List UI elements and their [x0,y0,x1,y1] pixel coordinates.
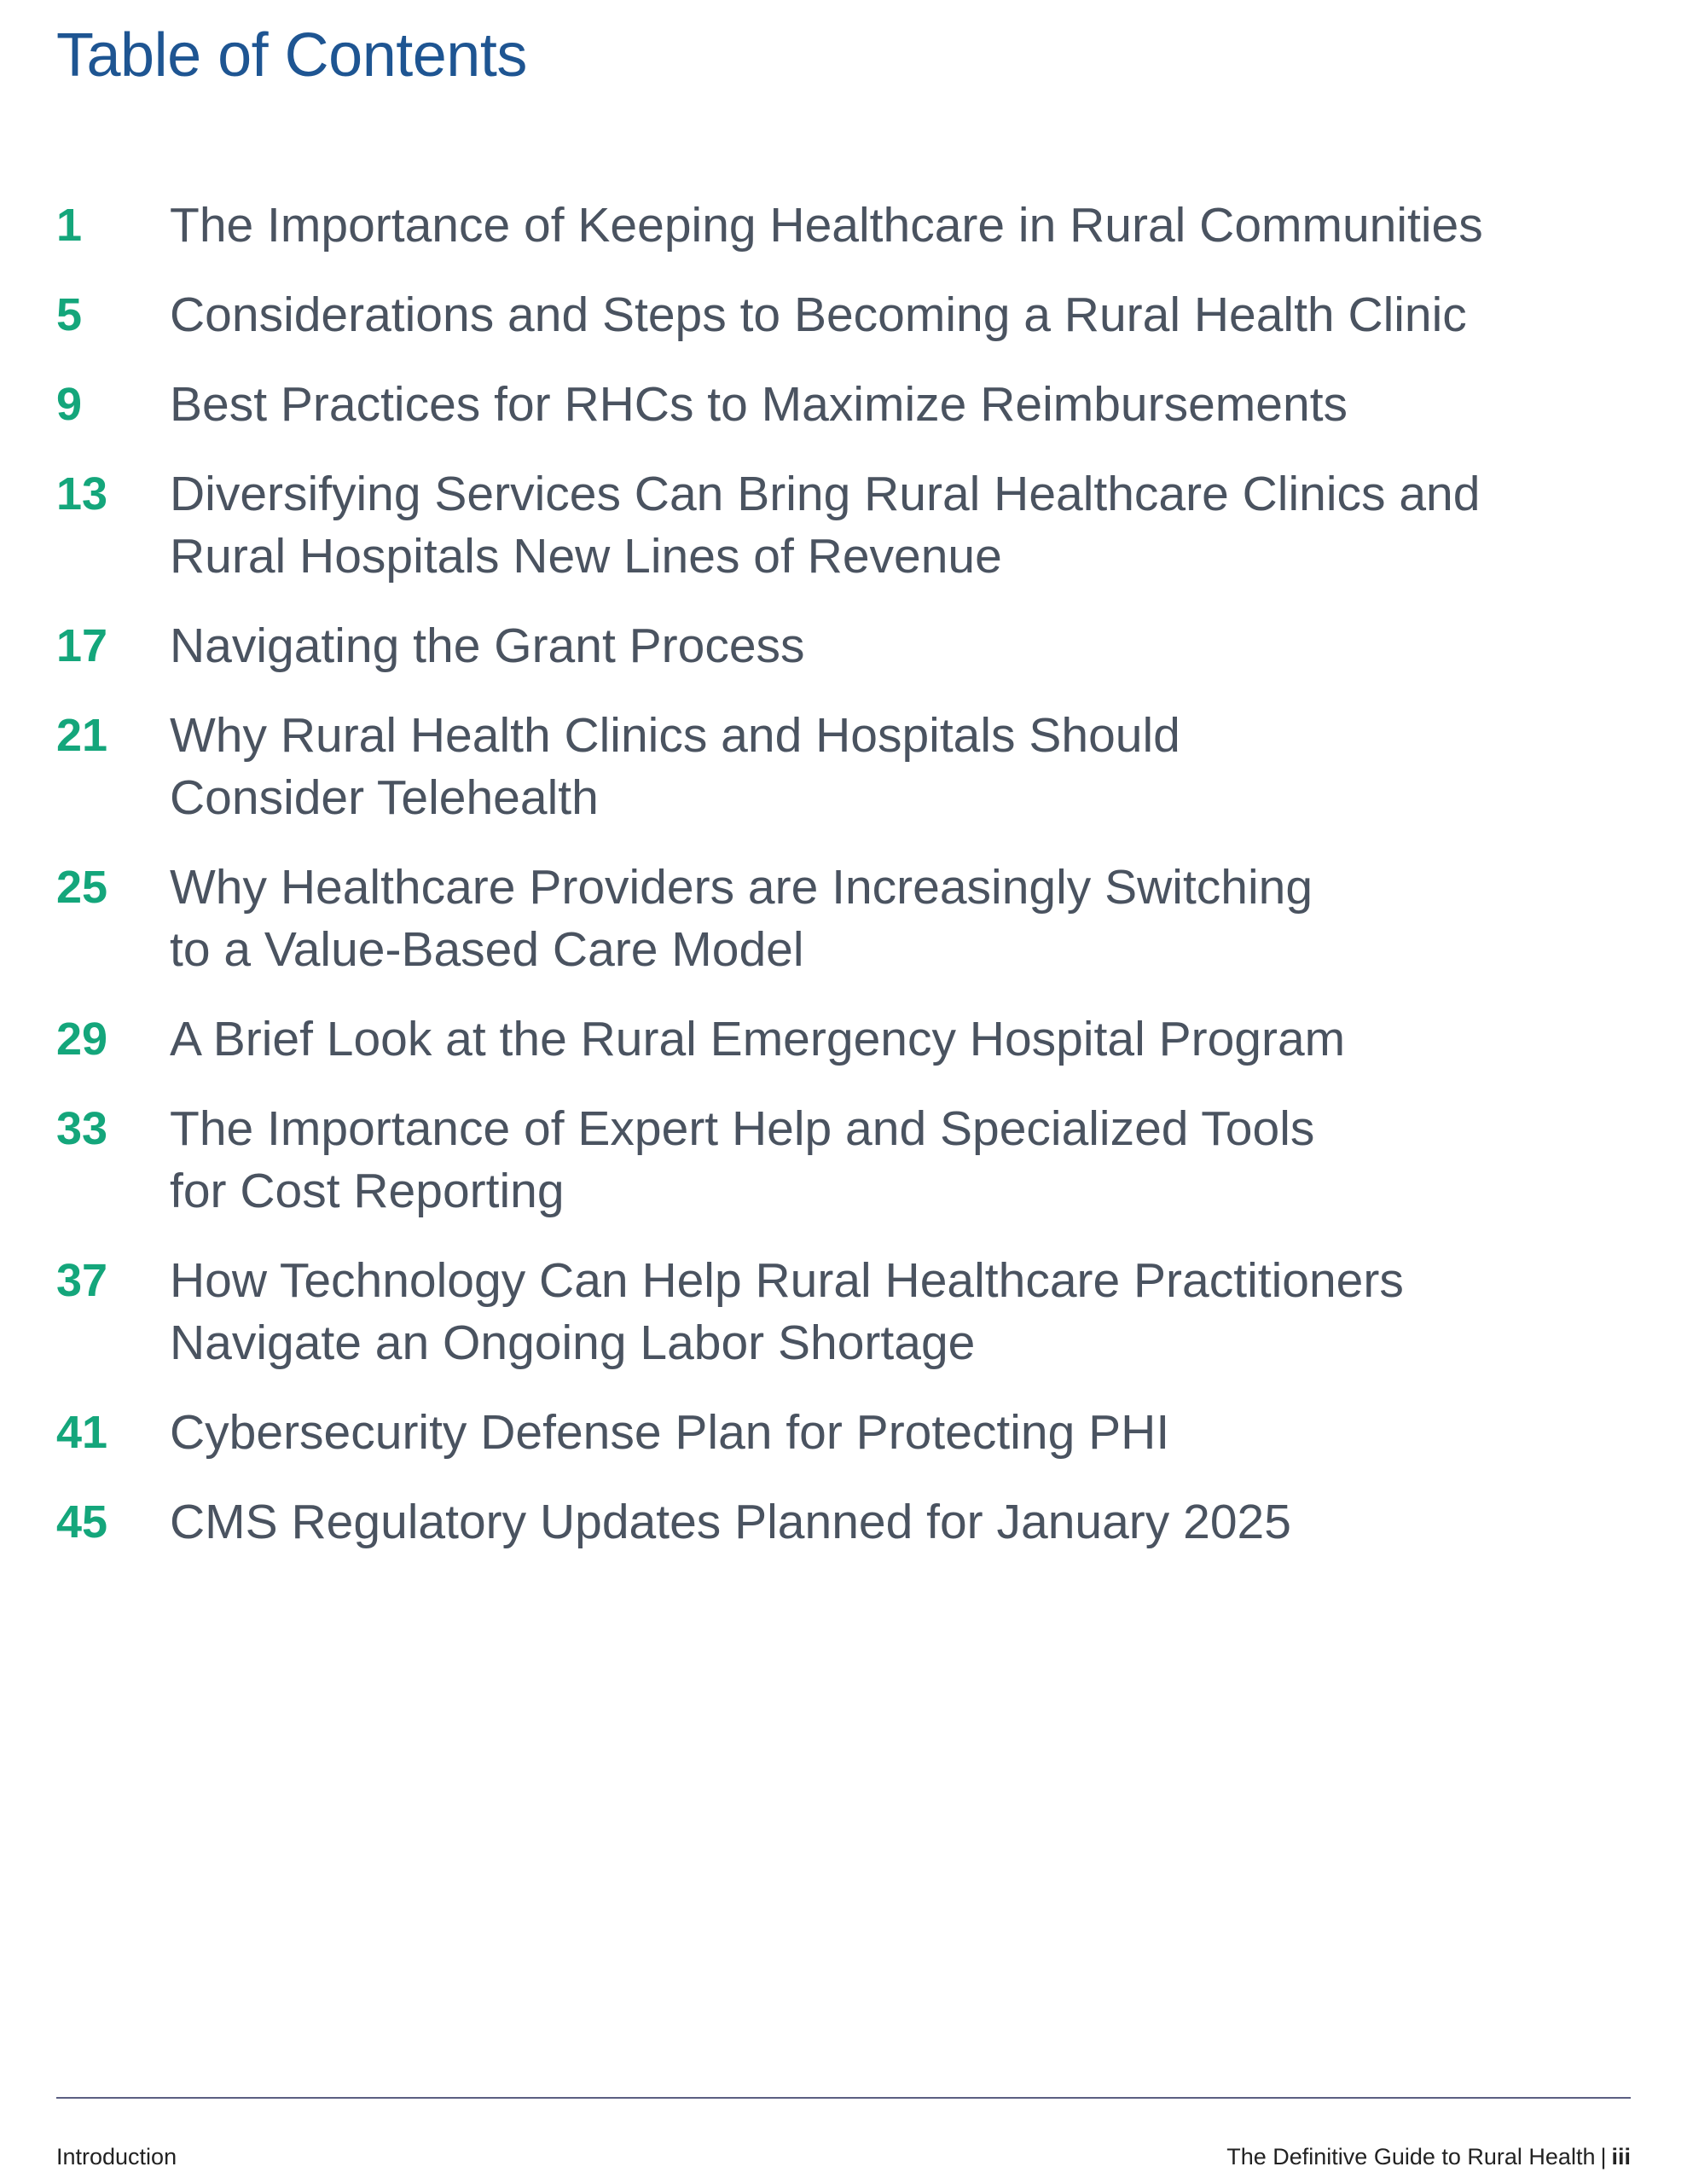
toc-entry-title [170,1491,1634,1554]
toc-page-number: 9 [56,379,83,430]
toc-entry[interactable] [56,857,1634,981]
toc-title-line: Rural Hospitals New Lines of Revenue [170,529,1002,584]
footer-book-info [1226,2144,1631,2170]
toc-entry-title [170,1250,1634,1374]
toc-title-line: Best Practices for RHCs to Maximize Reimbursements [170,377,1348,432]
footer-separator: | [1600,2144,1607,2169]
toc-entry[interactable] [56,615,1634,677]
footer-page-number: iii [1611,2144,1631,2169]
toc-title-line: The Importance of Expert Help and Specialized Tools [170,1101,1315,1156]
toc-title-line: Navigate an Ongoing Labor Shortage [170,1316,976,1370]
toc-entry-title [170,1098,1634,1223]
toc-entry[interactable] [56,195,1634,257]
toc-title-line: CMS Regulatory Updates Planned for January 2025 [170,1495,1291,1549]
toc-entry-title [170,857,1634,981]
toc-title-line: Cybersecurity Defense Plan for Protecting PHI [170,1405,1170,1460]
toc-entry[interactable] [56,1008,1634,1071]
toc-title-line: for Cost Reporting [170,1164,565,1218]
toc-list [56,195,1634,1581]
toc-page-number: 45 [56,1496,108,1548]
toc-title-line: Why Healthcare Providers are Increasingly Switching [170,860,1313,915]
toc-page-number: 1 [56,200,83,251]
toc-title-line: to a Value-Based Care Model [170,922,804,977]
toc-entry[interactable] [56,374,1634,436]
toc-page-number: 13 [56,468,108,520]
footer-divider [56,2097,1631,2099]
toc-entry-title [170,1008,1634,1071]
toc-entry-title [170,374,1634,436]
toc-entry[interactable] [56,705,1634,829]
toc-title-line: Diversifying Services Can Bring Rural Healthcare Clinics and [170,467,1481,521]
toc-page-number: 21 [56,710,108,761]
toc-entry[interactable] [56,1491,1634,1554]
toc-entry-title [170,705,1634,829]
toc-entry[interactable] [56,1402,1634,1464]
page-title: Table of Contents [56,21,527,90]
toc-page-number: 37 [56,1255,108,1306]
toc-entry-title [170,615,1634,677]
toc-entry[interactable] [56,284,1634,346]
toc-page-number: 17 [56,620,108,671]
toc-page-number: 41 [56,1407,108,1458]
toc-title-line: A Brief Look at the Rural Emergency Hospital Program [170,1012,1346,1066]
toc-entry-title [170,195,1634,257]
toc-page-number: 33 [56,1103,108,1154]
toc-title-line: The Importance of Keeping Healthcare in Rural Communities [170,198,1483,253]
toc-entry-title [170,1402,1634,1464]
toc-page-number: 29 [56,1014,108,1065]
toc-entry[interactable] [56,1250,1634,1374]
toc-title-line: Considerations and Steps to Becoming a Rural Health Clinic [170,288,1467,342]
toc-page-number: 5 [56,289,83,340]
toc-entry-title [170,463,1634,588]
toc-title-line: Consider Telehealth [170,770,599,825]
footer-book-title: The Definitive Guide to Rural Health [1226,2144,1596,2169]
toc-title-line: How Technology Can Help Rural Healthcare Practitioners [170,1253,1404,1308]
toc-title-line: Navigating the Grant Process [170,619,805,673]
toc-entry-title [170,284,1634,346]
toc-entry[interactable] [56,463,1634,588]
toc-entry[interactable] [56,1098,1634,1223]
toc-page-number: 25 [56,862,108,913]
footer-section-label: Introduction [56,2144,177,2169]
toc-title-line: Why Rural Health Clinics and Hospitals Should [170,708,1180,763]
